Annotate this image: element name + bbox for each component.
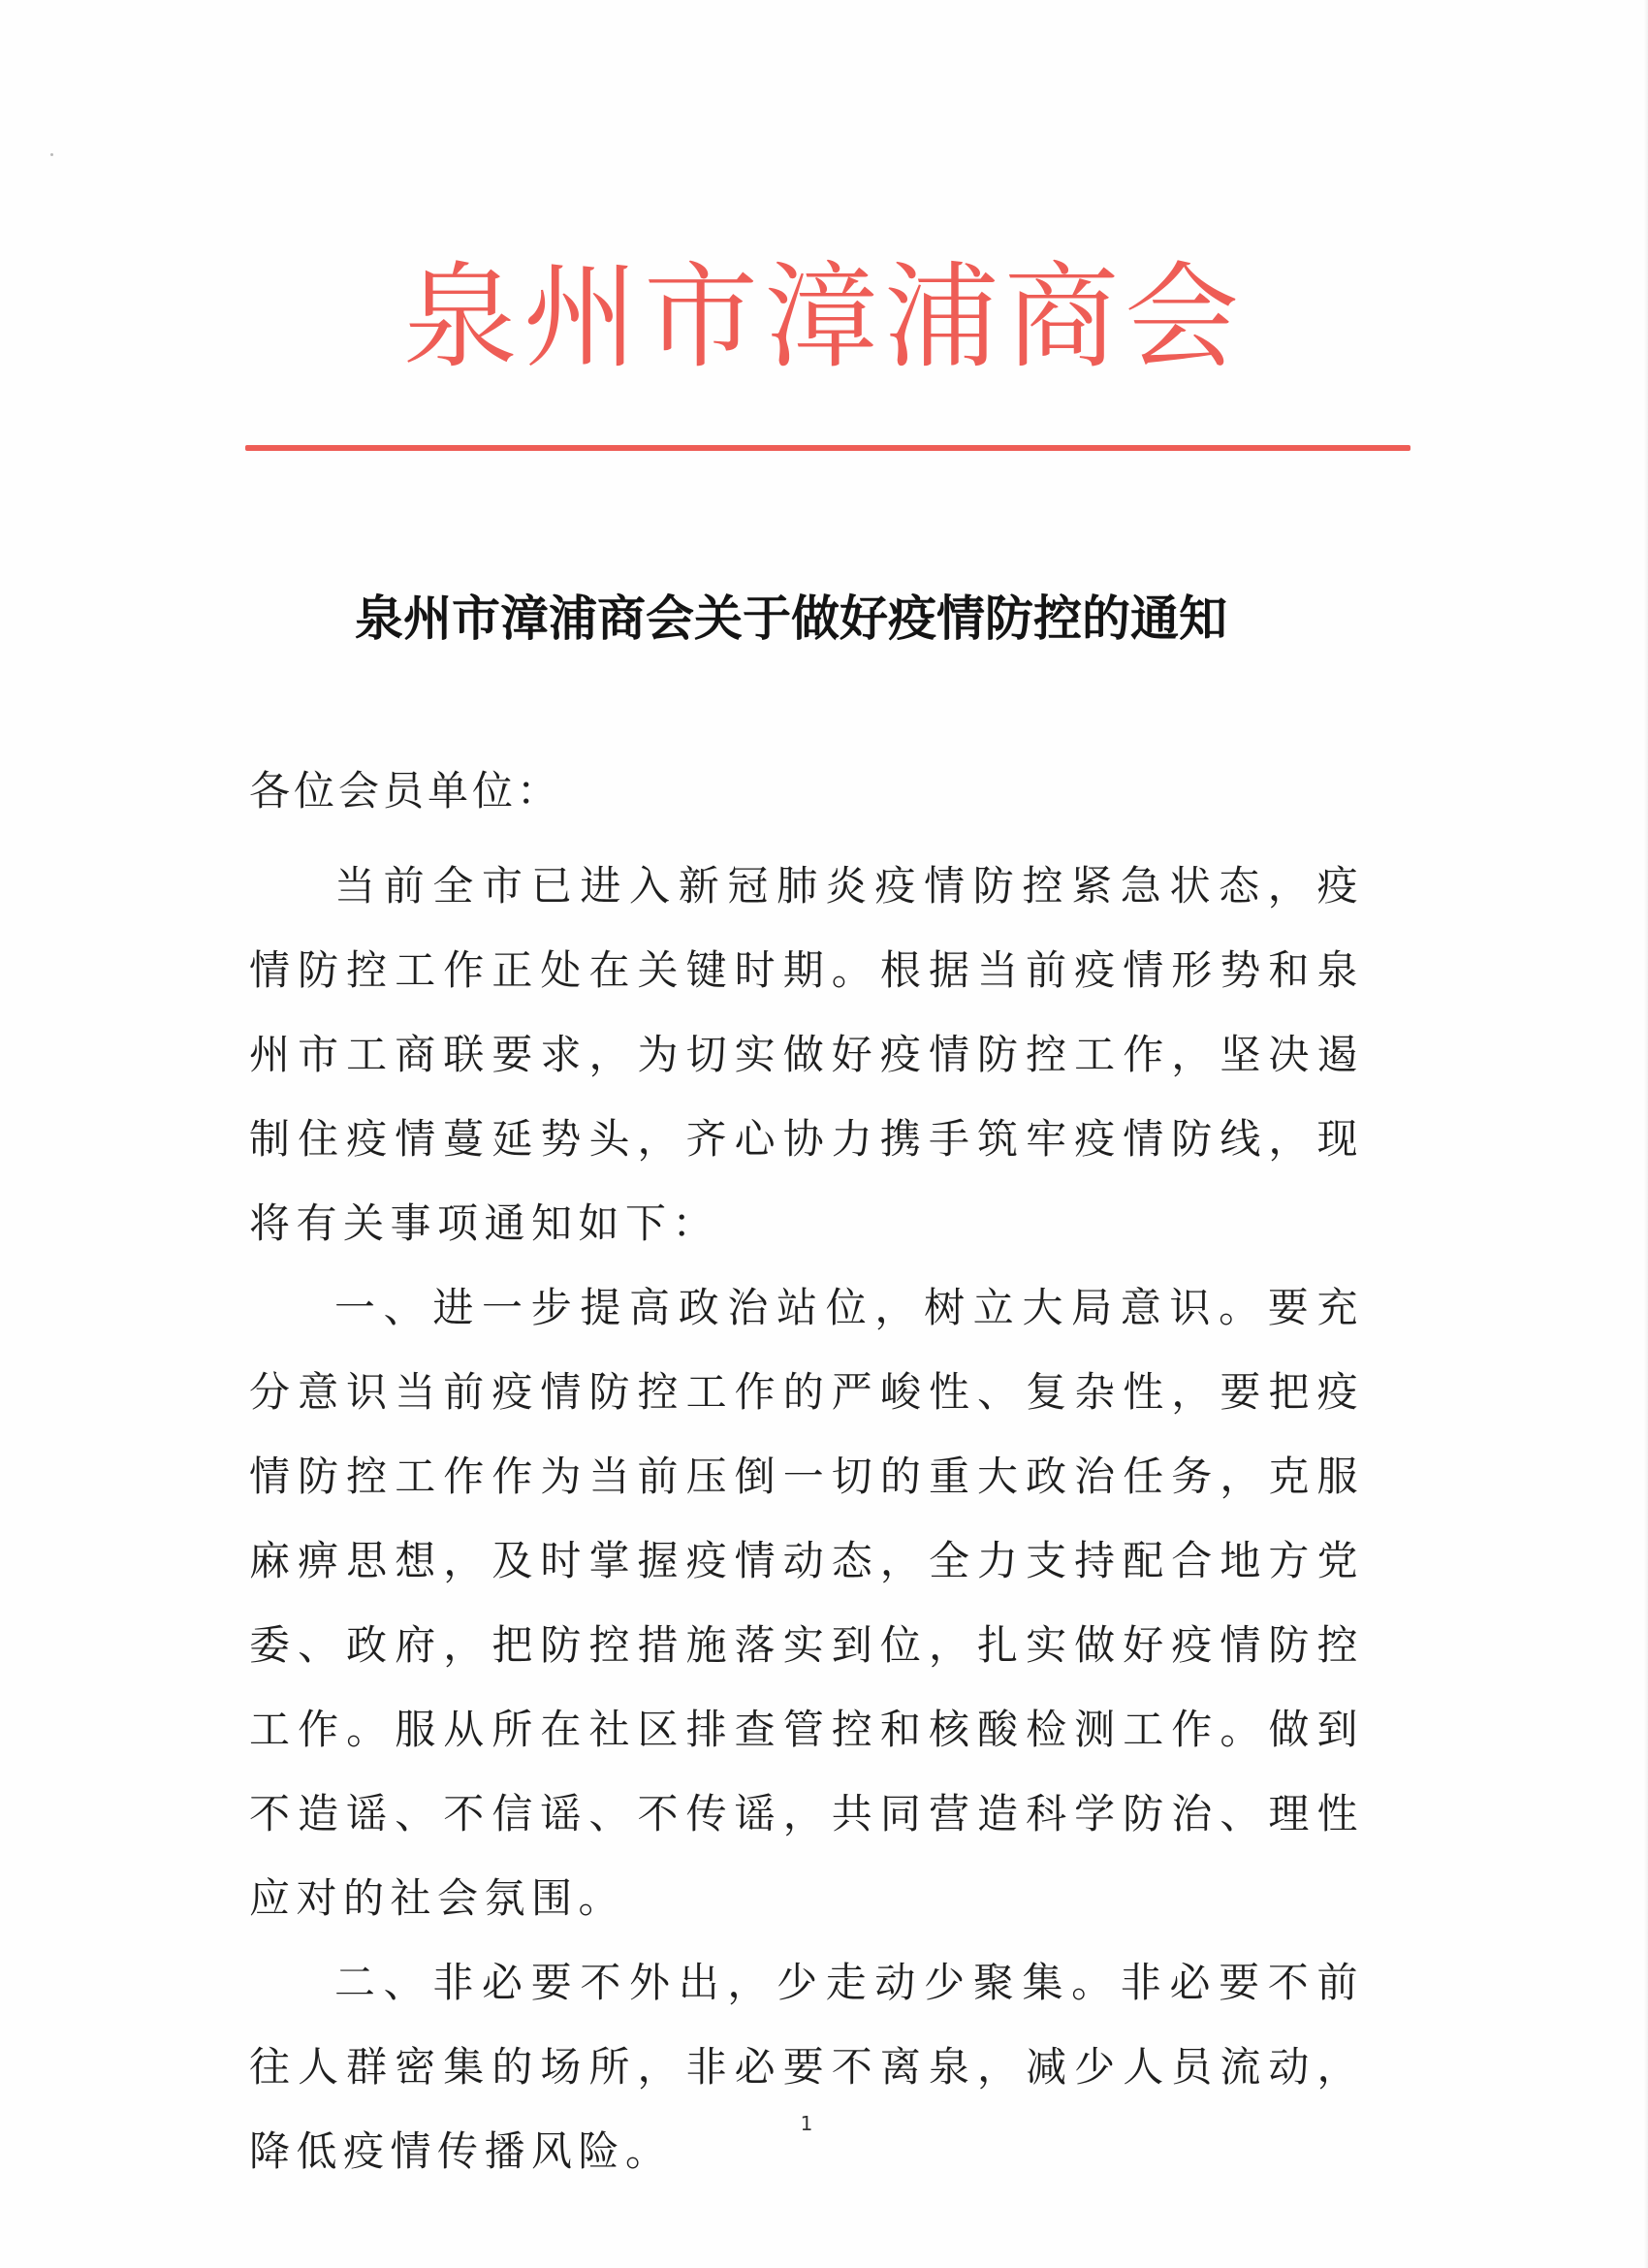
notice-title: 泉州市漳浦商会关于做好疫情防控的通知 [355, 590, 1227, 647]
page-number: 1 [800, 2112, 813, 2135]
body-paragraph-item-1: 一、进一步提高政治站位，树立大局意识。要充分意识当前疫情防控工作的严峻性、复杂性，要把疫情防控工作作为当前压倒一切的重大政治任务，克服麻痹思想，及时掌握疫情动态，全力支持配合地方党委、政府，把防控措施落实到位，扎实做好疫情防控工作。服从所在社区排查管控和核酸检测工作。做到不造谣、不信谣、不传谣，共同营造科学防治、理性应对的社会氛围。 [249, 1284, 1364, 1922]
body-paragraph-item-2: 二、非必要不外出，少走动少聚集。非必要不前往人群密集的场所，非必要不离泉，减少人员流动，降低疫情传播风险。 [249, 1959, 1364, 2175]
notice-body [249, 844, 1364, 2193]
letterhead-red-rule [245, 445, 1410, 451]
salutation: 各位会员单位： [249, 767, 562, 815]
letterhead-organization-name: 泉州市漳浦商会 [402, 250, 1245, 384]
body-paragraph-intro: 当前全市已进入新冠肺炎疫情防控紧急状态，疫情防控工作正处在关键时期。根据当前疫情形势和泉州市工商联要求，为切实做好疫情防控工作，坚决遏制住疫情蔓延势头，齐心协力携手筑牢疫情防线，现将有关事项通知如下： [249, 862, 1364, 1247]
scan-speck [50, 153, 53, 156]
